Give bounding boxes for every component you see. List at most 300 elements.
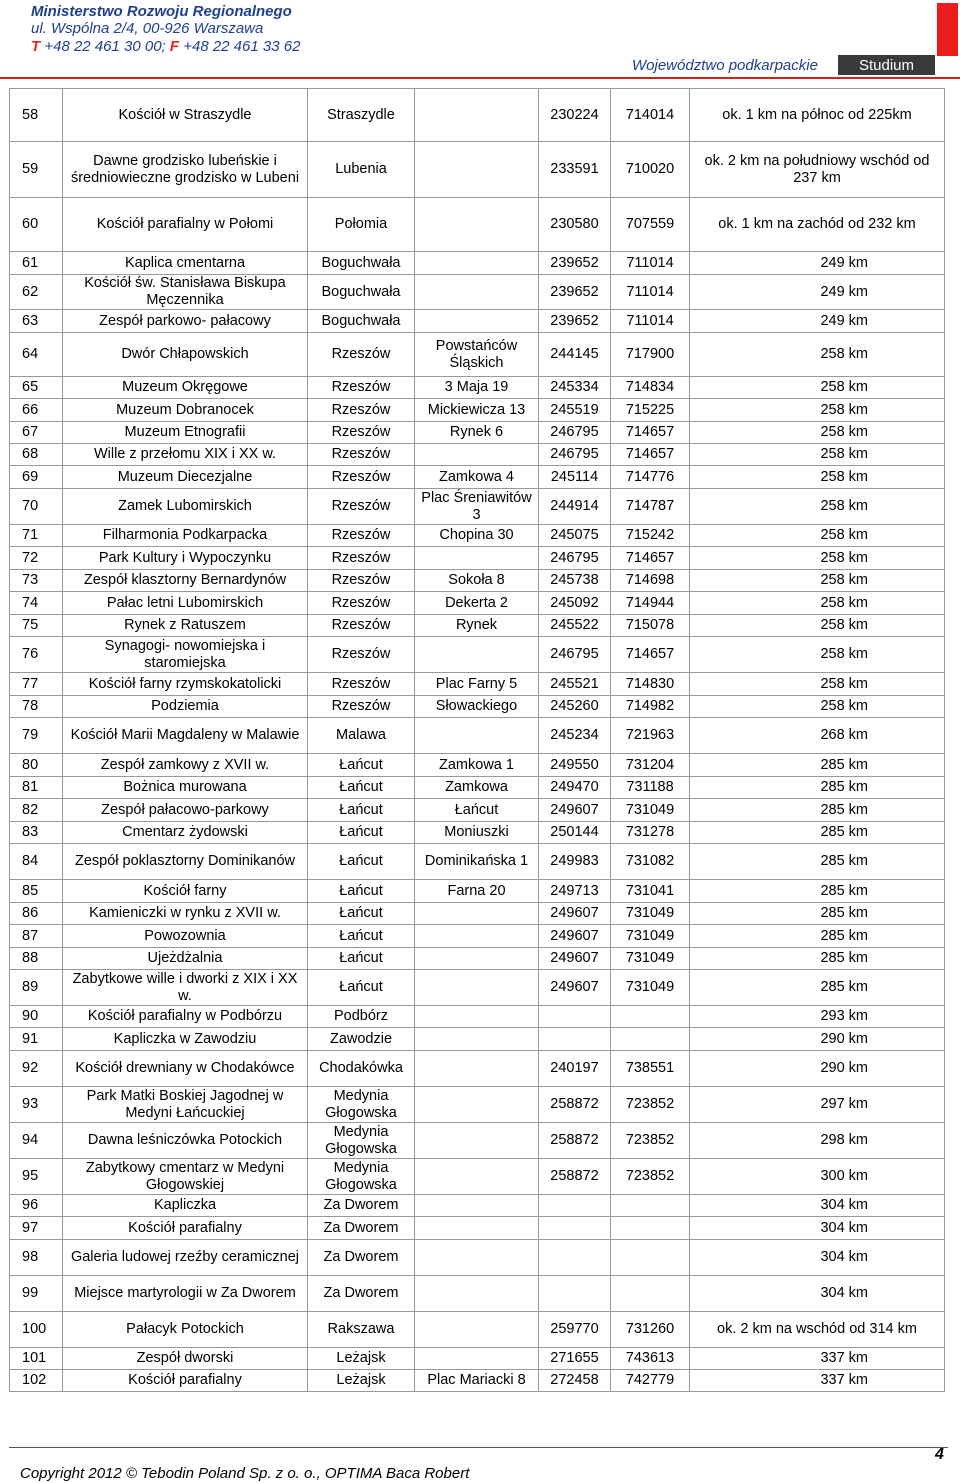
table-row [10,333,945,377]
table-row [10,880,945,903]
cell-street: Rynek [415,615,539,637]
cell-place: Rzeszów [308,673,415,696]
monuments-table [9,88,945,1392]
cell-street [415,1028,539,1051]
cell-name: Dawne grodzisko lubeńskie i średniowieczne grodzisko w Lubeni [63,142,308,198]
cell-y: 731049 [611,903,690,925]
cell-y [611,1217,690,1240]
table-row [10,592,945,615]
cell-y: 715242 [611,525,690,547]
ministry-name: Ministerstwo Rozwoju Regionalnego [31,3,292,20]
cell-street: Zamkowa 1 [415,754,539,777]
cell-name: Zamek Lubomirskich [63,489,308,525]
cell-street: Plac Farny 5 [415,673,539,696]
table-row [10,142,945,198]
cell-y: 714014 [611,89,690,142]
cell-nr: 84 [10,844,63,880]
cell-dist: 285 km [690,880,945,903]
table-row [10,799,945,822]
cell-name: Kapliczka [63,1195,308,1217]
cell-street [415,1348,539,1370]
cell-y [611,1240,690,1276]
cell-nr: 67 [10,422,63,444]
cell-y: 711014 [611,252,690,275]
cell-street: Rynek 6 [415,422,539,444]
cell-y: 738551 [611,1051,690,1087]
table-row [10,89,945,142]
cell-x: 239652 [539,310,611,333]
cell-dist: 258 km [690,525,945,547]
cell-x: 245075 [539,525,611,547]
cell-dist: 290 km [690,1051,945,1087]
cell-dist: 249 km [690,310,945,333]
table-row [10,275,945,310]
cell-place: Łańcut [308,822,415,844]
cell-street [415,925,539,948]
cell-name: Zespół zamkowy z XVII w. [63,754,308,777]
cell-place: Rzeszów [308,422,415,444]
cell-street [415,1123,539,1159]
cell-street [415,1087,539,1123]
cell-name: Powozownia [63,925,308,948]
cell-y: 731049 [611,925,690,948]
cell-dist: 290 km [690,1028,945,1051]
cell-y: 731278 [611,822,690,844]
cell-x: 230580 [539,198,611,252]
cell-place: Rakszawa [308,1312,415,1348]
table-row [10,1348,945,1370]
cell-street: Dekerta 2 [415,592,539,615]
cell-nr: 78 [10,696,63,718]
cell-dist: 285 km [690,844,945,880]
cell-x: 245521 [539,673,611,696]
cell-street [415,718,539,754]
cell-place: Łańcut [308,903,415,925]
cell-x: 249983 [539,844,611,880]
cell-name: Kościół św. Stanisława Biskupa Męczennika [63,275,308,310]
cell-y: 723852 [611,1087,690,1123]
cell-nr: 86 [10,903,63,925]
cell-name: Rynek z Ratuszem [63,615,308,637]
cell-nr: 69 [10,466,63,489]
cell-place: Rzeszów [308,466,415,489]
cell-dist: 285 km [690,754,945,777]
cell-x: 239652 [539,275,611,310]
table-row [10,970,945,1006]
cell-x: 249607 [539,925,611,948]
cell-y: 714657 [611,422,690,444]
cell-y: 721963 [611,718,690,754]
table-row [10,615,945,637]
cell-nr: 58 [10,89,63,142]
cell-street [415,1159,539,1195]
cell-street [415,252,539,275]
cell-place: Łańcut [308,754,415,777]
cell-y: 717900 [611,333,690,377]
cell-x [539,1006,611,1028]
cell-dist: 258 km [690,547,945,570]
copyright-text: Copyright 2012 © Tebodin Poland Sp. z o. o., OPTIMA Baca Robert [20,1465,470,1482]
cell-place: Rzeszów [308,637,415,673]
cell-dist: 258 km [690,489,945,525]
cell-y: 714834 [611,377,690,399]
cell-place: Łańcut [308,777,415,799]
cell-place: Chodakówka [308,1051,415,1087]
table-row [10,903,945,925]
cell-street: Plac Śreniawitów 3 [415,489,539,525]
cell-dist: 258 km [690,399,945,422]
cell-dist: 285 km [690,970,945,1006]
cell-street: Mickiewicza 13 [415,399,539,422]
table-row [10,844,945,880]
cell-name: Kamieniczki w rynku z XVII w. [63,903,308,925]
cell-y: 723852 [611,1159,690,1195]
cell-street [415,142,539,198]
cell-nr: 93 [10,1087,63,1123]
cell-dist: 258 km [690,615,945,637]
cell-nr: 61 [10,252,63,275]
cell-dist: 268 km [690,718,945,754]
table-row [10,754,945,777]
table-row [10,1195,945,1217]
cell-name: Pałacyk Potockich [63,1312,308,1348]
cell-x: 240197 [539,1051,611,1087]
cell-nr: 72 [10,547,63,570]
cell-nr: 97 [10,1217,63,1240]
cell-nr: 63 [10,310,63,333]
cell-x: 239652 [539,252,611,275]
cell-nr: 83 [10,822,63,844]
cell-name: Zabytkowe wille i dworki z XIX i XX w. [63,970,308,1006]
cell-x: 246795 [539,422,611,444]
cell-place: Łańcut [308,799,415,822]
cell-dist: 258 km [690,444,945,466]
cell-dist: 258 km [690,696,945,718]
cell-dist: 285 km [690,925,945,948]
cell-place: Za Dworem [308,1276,415,1312]
cell-dist: 285 km [690,948,945,970]
cell-street [415,637,539,673]
cell-street [415,547,539,570]
cell-x: 245114 [539,466,611,489]
cell-street [415,970,539,1006]
cell-y: 714657 [611,637,690,673]
phone-number: +48 22 461 30 00; [40,38,170,55]
cell-street [415,948,539,970]
cell-place: Rzeszów [308,444,415,466]
cell-name: Zespół dworski [63,1348,308,1370]
cell-y [611,1276,690,1312]
cell-y: 714830 [611,673,690,696]
cell-y: 714944 [611,592,690,615]
cell-name: Synagogi- nowomiejska i staromiejska [63,637,308,673]
cell-name: Kaplica cmentarna [63,252,308,275]
table-row [10,570,945,592]
cell-x: 246795 [539,547,611,570]
table-row [10,925,945,948]
cell-place: Łańcut [308,880,415,903]
cell-y: 714698 [611,570,690,592]
cell-y: 731188 [611,777,690,799]
cell-nr: 99 [10,1276,63,1312]
cell-x: 258872 [539,1087,611,1123]
cell-street [415,903,539,925]
cell-name: Dawna leśniczówka Potockich [63,1123,308,1159]
cell-y [611,1195,690,1217]
cell-name: Miejsce martyrologii w Za Dworem [63,1276,308,1312]
cell-x: 249607 [539,799,611,822]
cell-dist: 297 km [690,1087,945,1123]
cell-nr: 102 [10,1370,63,1392]
table-row [10,1123,945,1159]
cell-nr: 59 [10,142,63,198]
table-row [10,1159,945,1195]
cell-name: Pałac letni Lubomirskich [63,592,308,615]
cell-nr: 74 [10,592,63,615]
cell-dist: 304 km [690,1217,945,1240]
cell-dist: ok. 1 km na północ od 225km [690,89,945,142]
cell-x [539,1028,611,1051]
cell-y: 731082 [611,844,690,880]
table-row [10,1240,945,1276]
cell-name: Muzeum Dobranocek [63,399,308,422]
cell-place: Rzeszów [308,615,415,637]
cell-place: Łańcut [308,970,415,1006]
cell-nr: 101 [10,1348,63,1370]
cell-dist: 258 km [690,377,945,399]
cell-nr: 66 [10,399,63,422]
monuments-table-body [10,89,945,1392]
cell-x: 249607 [539,948,611,970]
cell-street [415,1006,539,1028]
table-row [10,637,945,673]
cell-place: Boguchwała [308,252,415,275]
cell-nr: 100 [10,1312,63,1348]
cell-name: Kościół Marii Magdaleny w Malawie [63,718,308,754]
cell-nr: 76 [10,637,63,673]
cell-y: 731049 [611,948,690,970]
cell-place: Medynia Głogowska [308,1123,415,1159]
cell-nr: 64 [10,333,63,377]
table-row [10,198,945,252]
cell-street: Powstańców Śląskich [415,333,539,377]
cell-dist: ok. 1 km na zachód od 232 km [690,198,945,252]
cell-x: 245334 [539,377,611,399]
cell-street: Łańcut [415,799,539,822]
cell-place: Za Dworem [308,1217,415,1240]
cell-street: Słowackiego [415,696,539,718]
cell-x: 272458 [539,1370,611,1392]
cell-x: 245234 [539,718,611,754]
cell-place: Rzeszów [308,399,415,422]
cell-x: 249470 [539,777,611,799]
cell-place: Rzeszów [308,333,415,377]
cell-street [415,1217,539,1240]
cell-place: Łańcut [308,844,415,880]
table-row [10,422,945,444]
contact-phones [31,38,300,56]
studium-tab: Studium [838,55,935,75]
cell-place: Rzeszów [308,547,415,570]
cell-street [415,1240,539,1276]
cell-x [539,1240,611,1276]
cell-street [415,198,539,252]
cell-nr: 80 [10,754,63,777]
cell-x: 258872 [539,1159,611,1195]
cell-x: 249550 [539,754,611,777]
cell-x: 233591 [539,142,611,198]
table-row [10,1006,945,1028]
cell-name: Zespół poklasztorny Dominikanów [63,844,308,880]
table-row [10,1051,945,1087]
table-row [10,1087,945,1123]
cell-name: Park Kultury i Wypoczynku [63,547,308,570]
cell-x [539,1195,611,1217]
cell-name: Muzeum Etnografii [63,422,308,444]
cell-street: Moniuszki [415,822,539,844]
cell-y [611,1028,690,1051]
cell-nr: 81 [10,777,63,799]
cell-y: 714776 [611,466,690,489]
cell-nr: 88 [10,948,63,970]
cell-name: Kościół parafialny [63,1217,308,1240]
table-row [10,377,945,399]
cell-nr: 87 [10,925,63,948]
cell-name: Bożnica murowana [63,777,308,799]
cell-x: 245260 [539,696,611,718]
cell-dist: 304 km [690,1276,945,1312]
cell-x: 245738 [539,570,611,592]
fax-number: +48 22 461 33 62 [179,38,301,55]
cell-dist: 258 km [690,570,945,592]
cell-name: Wille z przełomu XIX i XX w. [63,444,308,466]
cell-place: Boguchwała [308,275,415,310]
table-row [10,399,945,422]
cell-name: Kościół parafialny [63,1370,308,1392]
cell-dist: 293 km [690,1006,945,1028]
cell-nr: 77 [10,673,63,696]
cell-dist: ok. 2 km na południowy wschód od 237 km [690,142,945,198]
cell-name: Zabytkowy cmentarz w Medyni Głogowskiej [63,1159,308,1195]
cell-y: 707559 [611,198,690,252]
table-row [10,525,945,547]
cell-street [415,1051,539,1087]
cell-y [611,1006,690,1028]
cell-place: Rzeszów [308,489,415,525]
table-row [10,252,945,275]
fax-label: F [169,38,180,55]
cell-x: 244914 [539,489,611,525]
cell-dist: 249 km [690,252,945,275]
cell-dist: 304 km [690,1240,945,1276]
cell-nr: 75 [10,615,63,637]
cell-place: Podbórz [308,1006,415,1028]
cell-dist: 258 km [690,673,945,696]
cell-place: Boguchwała [308,310,415,333]
cell-name: Kościół drewniany w Chodakówce [63,1051,308,1087]
cell-nr: 60 [10,198,63,252]
cell-place: Leżajsk [308,1348,415,1370]
cell-y: 731049 [611,970,690,1006]
table-row [10,696,945,718]
cell-dist: 258 km [690,637,945,673]
ministry-address: ul. Wspólna 2/4, 00-926 Warszawa [31,20,264,37]
cell-nr: 73 [10,570,63,592]
cell-x: 245522 [539,615,611,637]
cell-name: Kapliczka w Zawodziu [63,1028,308,1051]
cell-place: Za Dworem [308,1195,415,1217]
cell-place: Rzeszów [308,570,415,592]
cell-dist: 304 km [690,1195,945,1217]
cell-place: Straszydle [308,89,415,142]
table-row [10,673,945,696]
cell-dist: 300 km [690,1159,945,1195]
cell-name: Muzeum Diecezjalne [63,466,308,489]
cell-x: 245519 [539,399,611,422]
cell-nr: 82 [10,799,63,822]
cell-street [415,275,539,310]
cell-nr: 70 [10,489,63,525]
red-accent-block [937,3,958,56]
cell-place: Połomia [308,198,415,252]
cell-place: Rzeszów [308,592,415,615]
cell-nr: 96 [10,1195,63,1217]
cell-name: Ujeżdżalnia [63,948,308,970]
cell-street: 3 Maja 19 [415,377,539,399]
cell-dist: 258 km [690,466,945,489]
cell-x: 259770 [539,1312,611,1348]
cell-dist: 258 km [690,592,945,615]
cell-street [415,444,539,466]
footer-divider [9,1447,948,1448]
cell-name: Park Matki Boskiej Jagodnej w Medyni Łańcuckiej [63,1087,308,1123]
cell-y: 711014 [611,275,690,310]
cell-dist: 285 km [690,777,945,799]
cell-y: 731260 [611,1312,690,1348]
cell-y: 731041 [611,880,690,903]
cell-street: Farna 20 [415,880,539,903]
cell-street: Zamkowa 4 [415,466,539,489]
cell-dist: 258 km [690,333,945,377]
cell-x: 249607 [539,970,611,1006]
cell-x [539,1217,611,1240]
cell-y: 714657 [611,547,690,570]
page-number: 4 [935,1446,944,1463]
cell-x: 245092 [539,592,611,615]
cell-place: Rzeszów [308,377,415,399]
cell-x: 249607 [539,903,611,925]
monuments-table-wrap [9,88,944,1392]
cell-y: 714657 [611,444,690,466]
cell-y: 743613 [611,1348,690,1370]
cell-street [415,89,539,142]
cell-x: 250144 [539,822,611,844]
table-row [10,948,945,970]
table-row [10,310,945,333]
cell-nr: 71 [10,525,63,547]
cell-dist: 337 km [690,1348,945,1370]
cell-nr: 95 [10,1159,63,1195]
cell-name: Zespół parkowo- pałacowy [63,310,308,333]
cell-dist: 298 km [690,1123,945,1159]
cell-name: Kościół w Straszydle [63,89,308,142]
cell-nr: 85 [10,880,63,903]
table-row [10,777,945,799]
cell-y: 723852 [611,1123,690,1159]
table-row [10,1370,945,1392]
cell-place: Za Dworem [308,1240,415,1276]
cell-y: 715225 [611,399,690,422]
